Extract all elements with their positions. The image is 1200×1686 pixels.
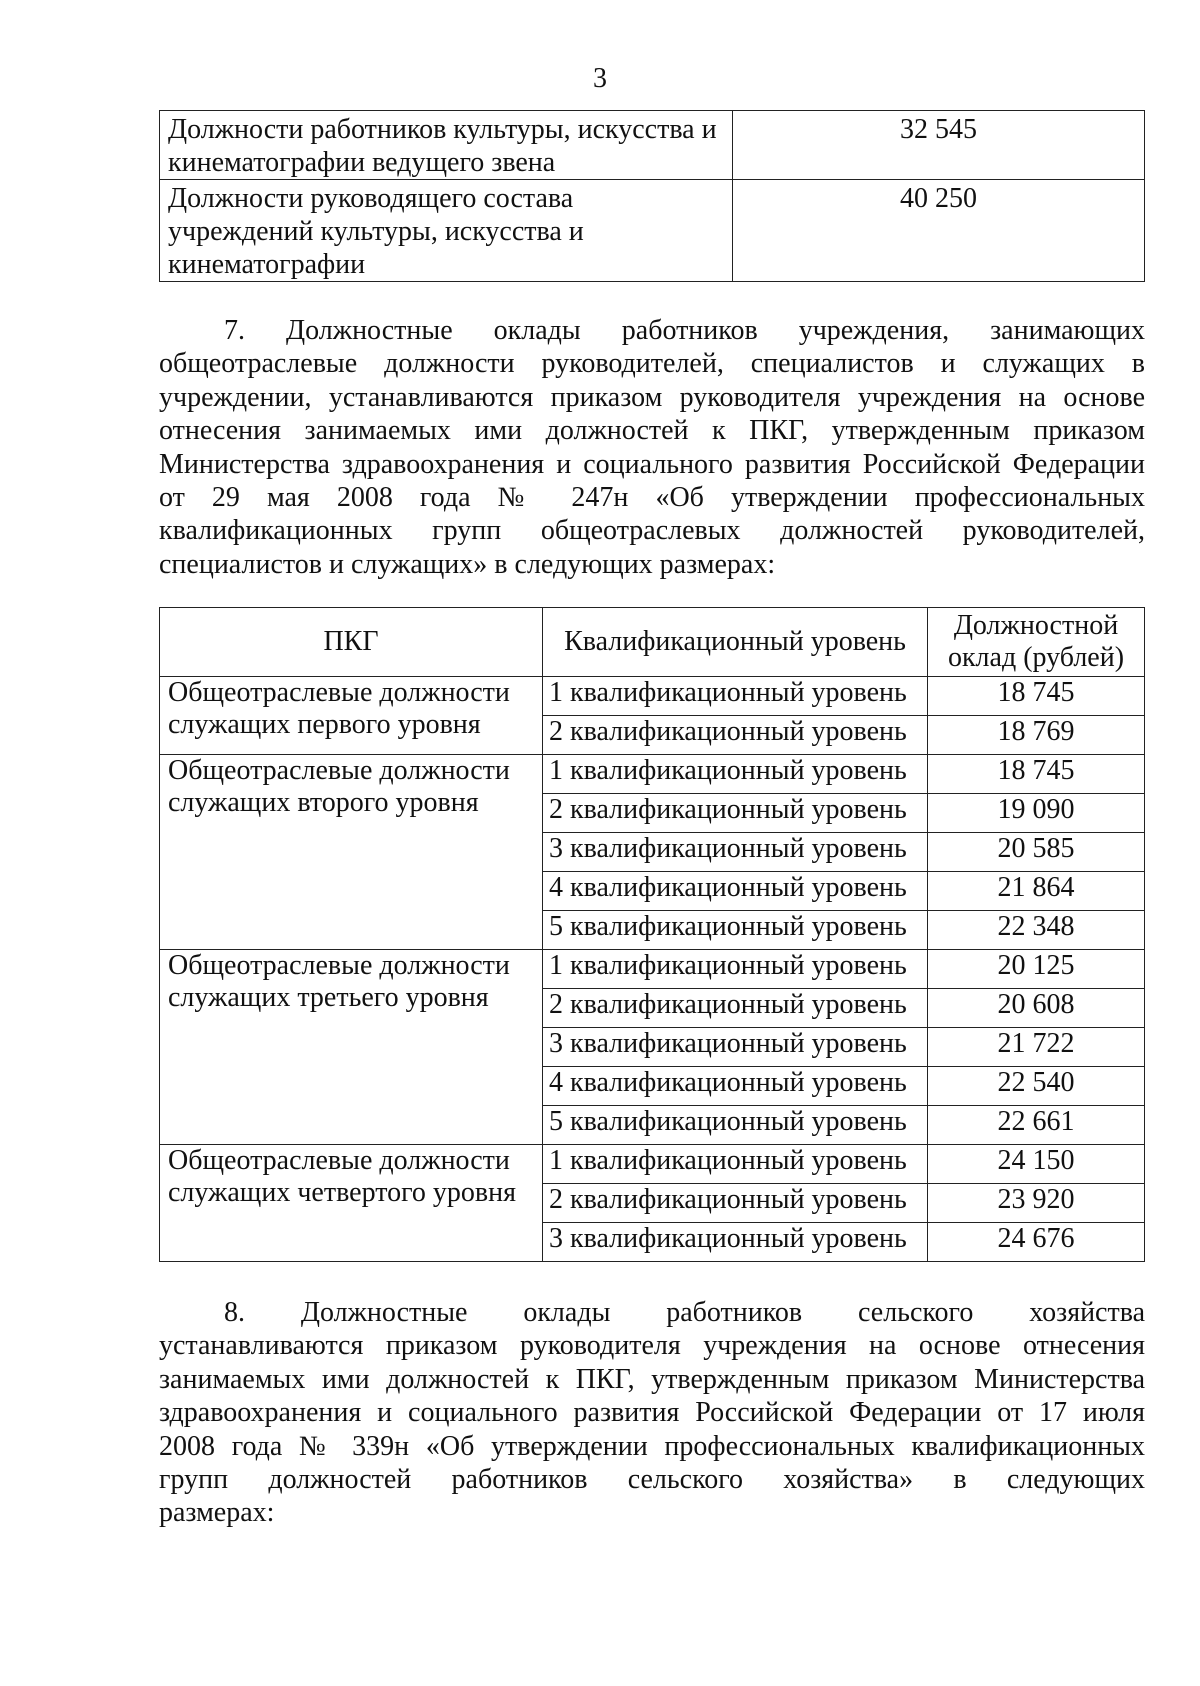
position-group-cell: Должности работников культуры, искусства и кинематографии ведущего звена [160, 111, 733, 180]
salary-cell: 18 769 [928, 716, 1145, 755]
salary-cell: 32 545 [733, 111, 1145, 180]
paragraph-line: от 29 мая 2008 года № 247н «Об утверждении профессиональных [159, 482, 1145, 514]
salary-cell: 18 745 [928, 755, 1145, 794]
salary-cell: 18 745 [928, 677, 1145, 716]
pkg-group-cell: Общеотраслевые должности служащих четвертого уровня [160, 1145, 543, 1262]
pkg-salary-table [159, 607, 1145, 1262]
column-header-pkg: ПКГ [160, 608, 543, 677]
position-group-cell: Должности руководящего состава учреждений культуры, искусства и кинематографии [160, 180, 733, 282]
page-number: 3 [593, 63, 607, 94]
paragraph-line: 2008 года № 339н «Об утверждении профессиональных квалификационных [159, 1430, 1145, 1462]
paragraph-line: групп должностей работников сельского хозяйства» в следующих [159, 1464, 1145, 1496]
table-row [160, 180, 1145, 282]
level-cell: 2 квалификационный уровень [543, 794, 928, 833]
column-header-level: Квалификационный уровень [543, 608, 928, 677]
table-row [160, 755, 1145, 794]
level-cell: 1 квалификационный уровень [543, 677, 928, 716]
paragraph-7 [159, 314, 1145, 581]
level-cell: 1 квалификационный уровень [543, 755, 928, 794]
paragraph-line: занимаемых ими должностей к ПКГ, утвержденным приказом Министерства [159, 1363, 1145, 1395]
salary-cell: 20 125 [928, 950, 1145, 989]
pkg-group-cell: Общеотраслевые должности служащих первого уровня [160, 677, 543, 755]
salary-cell: 24 150 [928, 1145, 1145, 1184]
paragraph-8 [159, 1296, 1145, 1530]
level-cell: 1 квалификационный уровень [543, 1145, 928, 1184]
paragraph-line: 7. Должностные оклады работников учреждения, занимающих [224, 315, 1145, 346]
salary-cell: 22 348 [928, 911, 1145, 950]
paragraph-line: 8. Должностные оклады работников сельского хозяйства [224, 1297, 1145, 1328]
salary-cell: 22 540 [928, 1067, 1145, 1106]
top-salary-table [159, 110, 1145, 282]
pkg-group-cell: Общеотраслевые должности служащих второго уровня [160, 755, 543, 950]
level-cell: 4 квалификационный уровень [543, 872, 928, 911]
paragraph-line: здравоохранения и социального развития Российской Федерации от 17 июля [159, 1397, 1145, 1429]
level-cell: 2 квалификационный уровень [543, 1184, 928, 1223]
salary-cell: 24 676 [928, 1223, 1145, 1262]
paragraph-line: специалистов и служащих» в следующих размерах: [159, 548, 776, 580]
column-header-salary: Должностной оклад (рублей) [928, 608, 1145, 677]
salary-cell: 21 864 [928, 872, 1145, 911]
level-cell: 2 квалификационный уровень [543, 716, 928, 755]
salary-cell: 19 090 [928, 794, 1145, 833]
paragraph-line: размерах: [159, 1497, 275, 1529]
salary-cell: 20 585 [928, 833, 1145, 872]
level-cell: 4 квалификационный уровень [543, 1067, 928, 1106]
salary-cell: 20 608 [928, 989, 1145, 1028]
paragraph-line: учреждении, устанавливаются приказом руководителя учреждения на основе [159, 381, 1145, 413]
pkg-group-cell: Общеотраслевые должности служащих третьего уровня [160, 950, 543, 1145]
level-cell: 5 квалификационный уровень [543, 1106, 928, 1145]
paragraph-line: отнесения занимаемых ими должностей к ПКГ, утвержденным приказом [159, 415, 1145, 447]
table-row [160, 677, 1145, 716]
level-cell: 5 квалификационный уровень [543, 911, 928, 950]
level-cell: 3 квалификационный уровень [543, 833, 928, 872]
paragraph-line: общеотраслевые должности руководителей, специалистов и служащих в [159, 348, 1145, 380]
salary-cell: 22 661 [928, 1106, 1145, 1145]
table-header-row [160, 608, 1145, 677]
paragraph-line: устанавливаются приказом руководителя учреждения на основе отнесения [159, 1330, 1145, 1362]
paragraph-line: квалификационных групп общеотраслевых должностей руководителей, [159, 515, 1145, 547]
table-row [160, 111, 1145, 180]
table-row [160, 1145, 1145, 1184]
paragraph-line: Министерства здравоохранения и социального развития Российской Федерации [159, 448, 1145, 480]
salary-cell: 21 722 [928, 1028, 1145, 1067]
table-row [160, 950, 1145, 989]
level-cell: 3 квалификационный уровень [543, 1223, 928, 1262]
salary-cell: 40 250 [733, 180, 1145, 282]
level-cell: 1 квалификационный уровень [543, 950, 928, 989]
level-cell: 3 квалификационный уровень [543, 1028, 928, 1067]
level-cell: 2 квалификационный уровень [543, 989, 928, 1028]
salary-cell: 23 920 [928, 1184, 1145, 1223]
